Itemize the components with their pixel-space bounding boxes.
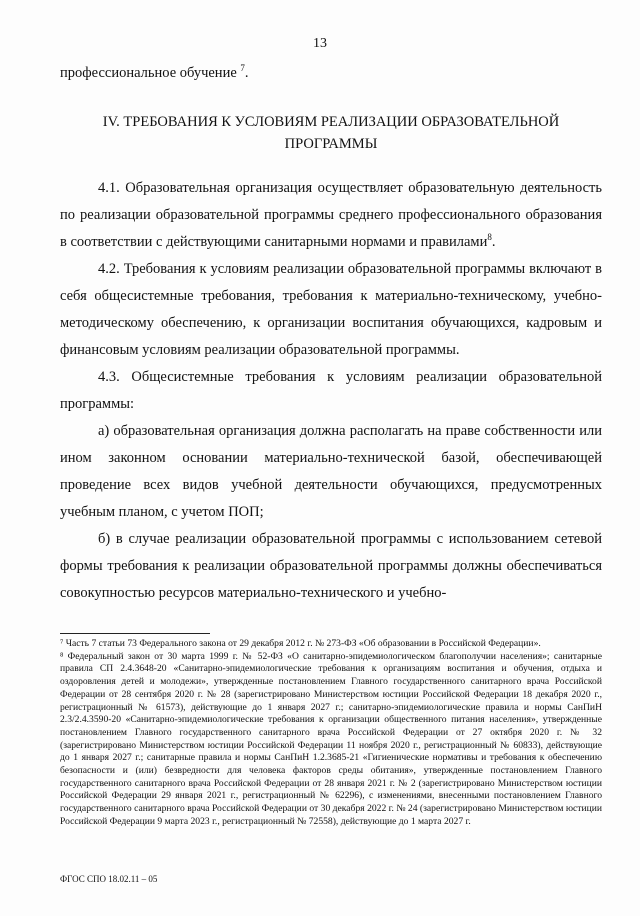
page-number: 13 (313, 36, 327, 51)
footnote-ref-8: 8 (487, 232, 492, 243)
paragraph-4-1 (60, 175, 602, 256)
footnotes (60, 633, 602, 829)
intro-line (60, 60, 602, 87)
document-code: ФГОС СПО 18.02.11 – 05 (60, 874, 158, 884)
paragraph-4-2: 4.2. Требования к условиям реализации образовательной программы включают в себя общесистемные требования, требования к материально-техническому, учебно-методическому обеспечению, к организации воспитания обучающихся, кадровым и финансовым условиям реализации образовательной программы. (60, 261, 602, 358)
intro-text: профессиональное обучение (60, 65, 241, 81)
footnote-7: ⁷ Часть 7 статьи 73 Федерального закона от 29 декабря 2012 г. № 273-ФЗ «Об образовании в Российской Федерации». (60, 638, 541, 649)
main-text (60, 60, 602, 607)
paragraph-a: а) образовательная организация должна располагать на праве собственности или ином законном основании материально-технической базой, обеспечивающей проведение всех видов учебной деятельности обучающихся, предусмотренных учебным планом, с учетом ПОП; (60, 423, 602, 520)
section-heading: IV. ТРЕБОВАНИЯ К УСЛОВИЯМ РЕАЛИЗАЦИИ ОБРАЗОВАТЕЛЬНОЙ ПРОГРАММЫ (102, 114, 560, 152)
intro-end: . (244, 65, 249, 81)
footnote-divider (60, 633, 210, 634)
paragraph-4-3: 4.3. Общесистемные требования к условиям реализации образовательной программы: (60, 369, 602, 412)
footnote-8: ⁸ Федеральный закон от 30 марта 1999 г. № 52-ФЗ «О санитарно-эпидемиологическом благополучии населения»; санитарные правила СП 2.4.3648-20 «Санитарно-эпидемиологические требования к организациям воспитания и обучения, отдыха и оздоровления детей и молодежи», утвержденные постановлением Главного государственного санитарного врача Российской Федерации от 28 сентября 2020 г. № 28 (зарегистрировано Министерством юстиции Российской Федерации 18 декабря 2020 г., регистрационный № 61573), действующие до 1 января 2027 г.; санитарно-эпидемиологические правила и нормы СанПиН 2.3/2.4.3590-20 «Санитарно-эпидемиологические требования к организации общественного питания населения», утвержденные постановлением Главного государственного санитарного врача Российской Федерации от 27 октября 2020 г. № 32 (зарегистрировано Министерством юстиции Российской Федерации 11 ноября 2020 г., регистрационный № 60833), действующие до 1 января 2027 г.; санитарные правила и нормы СанПиН 1.2.3685-21 «Гигиенические нормативы и требования к обеспечению безопасности и (или) безвредности для человека факторов среды обитания», утвержденные постановлением Главного государственного санитарного врача Российской Федерации от 28 января 2021 г. № 2 (зарегистрировано Министерством юстиции Российской Федерации 29 января 2021 г., регистрационный № 62296), с изменениями, внесенными постановлением Главного государственного санитарного врача Российской Федерации от 30 декабря 2022 г. № 24 (зарегистрировано Министерством юстиции Российской Федерации 9 марта 2023 г., регистрационный № 72558), действующие до 1 марта 2027 г. (60, 650, 602, 827)
paragraph-b: б) в случае реализации образовательной программы с использованием сетевой формы требования к реализации образовательной программы должны обеспечиваться совокупностью ресурсов материально-технического и учебно- (60, 531, 602, 601)
footnote-ref-7: 7 (240, 63, 245, 74)
paragraph-4-1-text: 4.1. Образовательная организация осуществляет образовательную деятельность по реализации образовательной программы среднего профессионального образования в соответствии с действующими санитарными нормами и правилами (60, 180, 602, 250)
paragraph-4-1-end: . (491, 234, 496, 250)
